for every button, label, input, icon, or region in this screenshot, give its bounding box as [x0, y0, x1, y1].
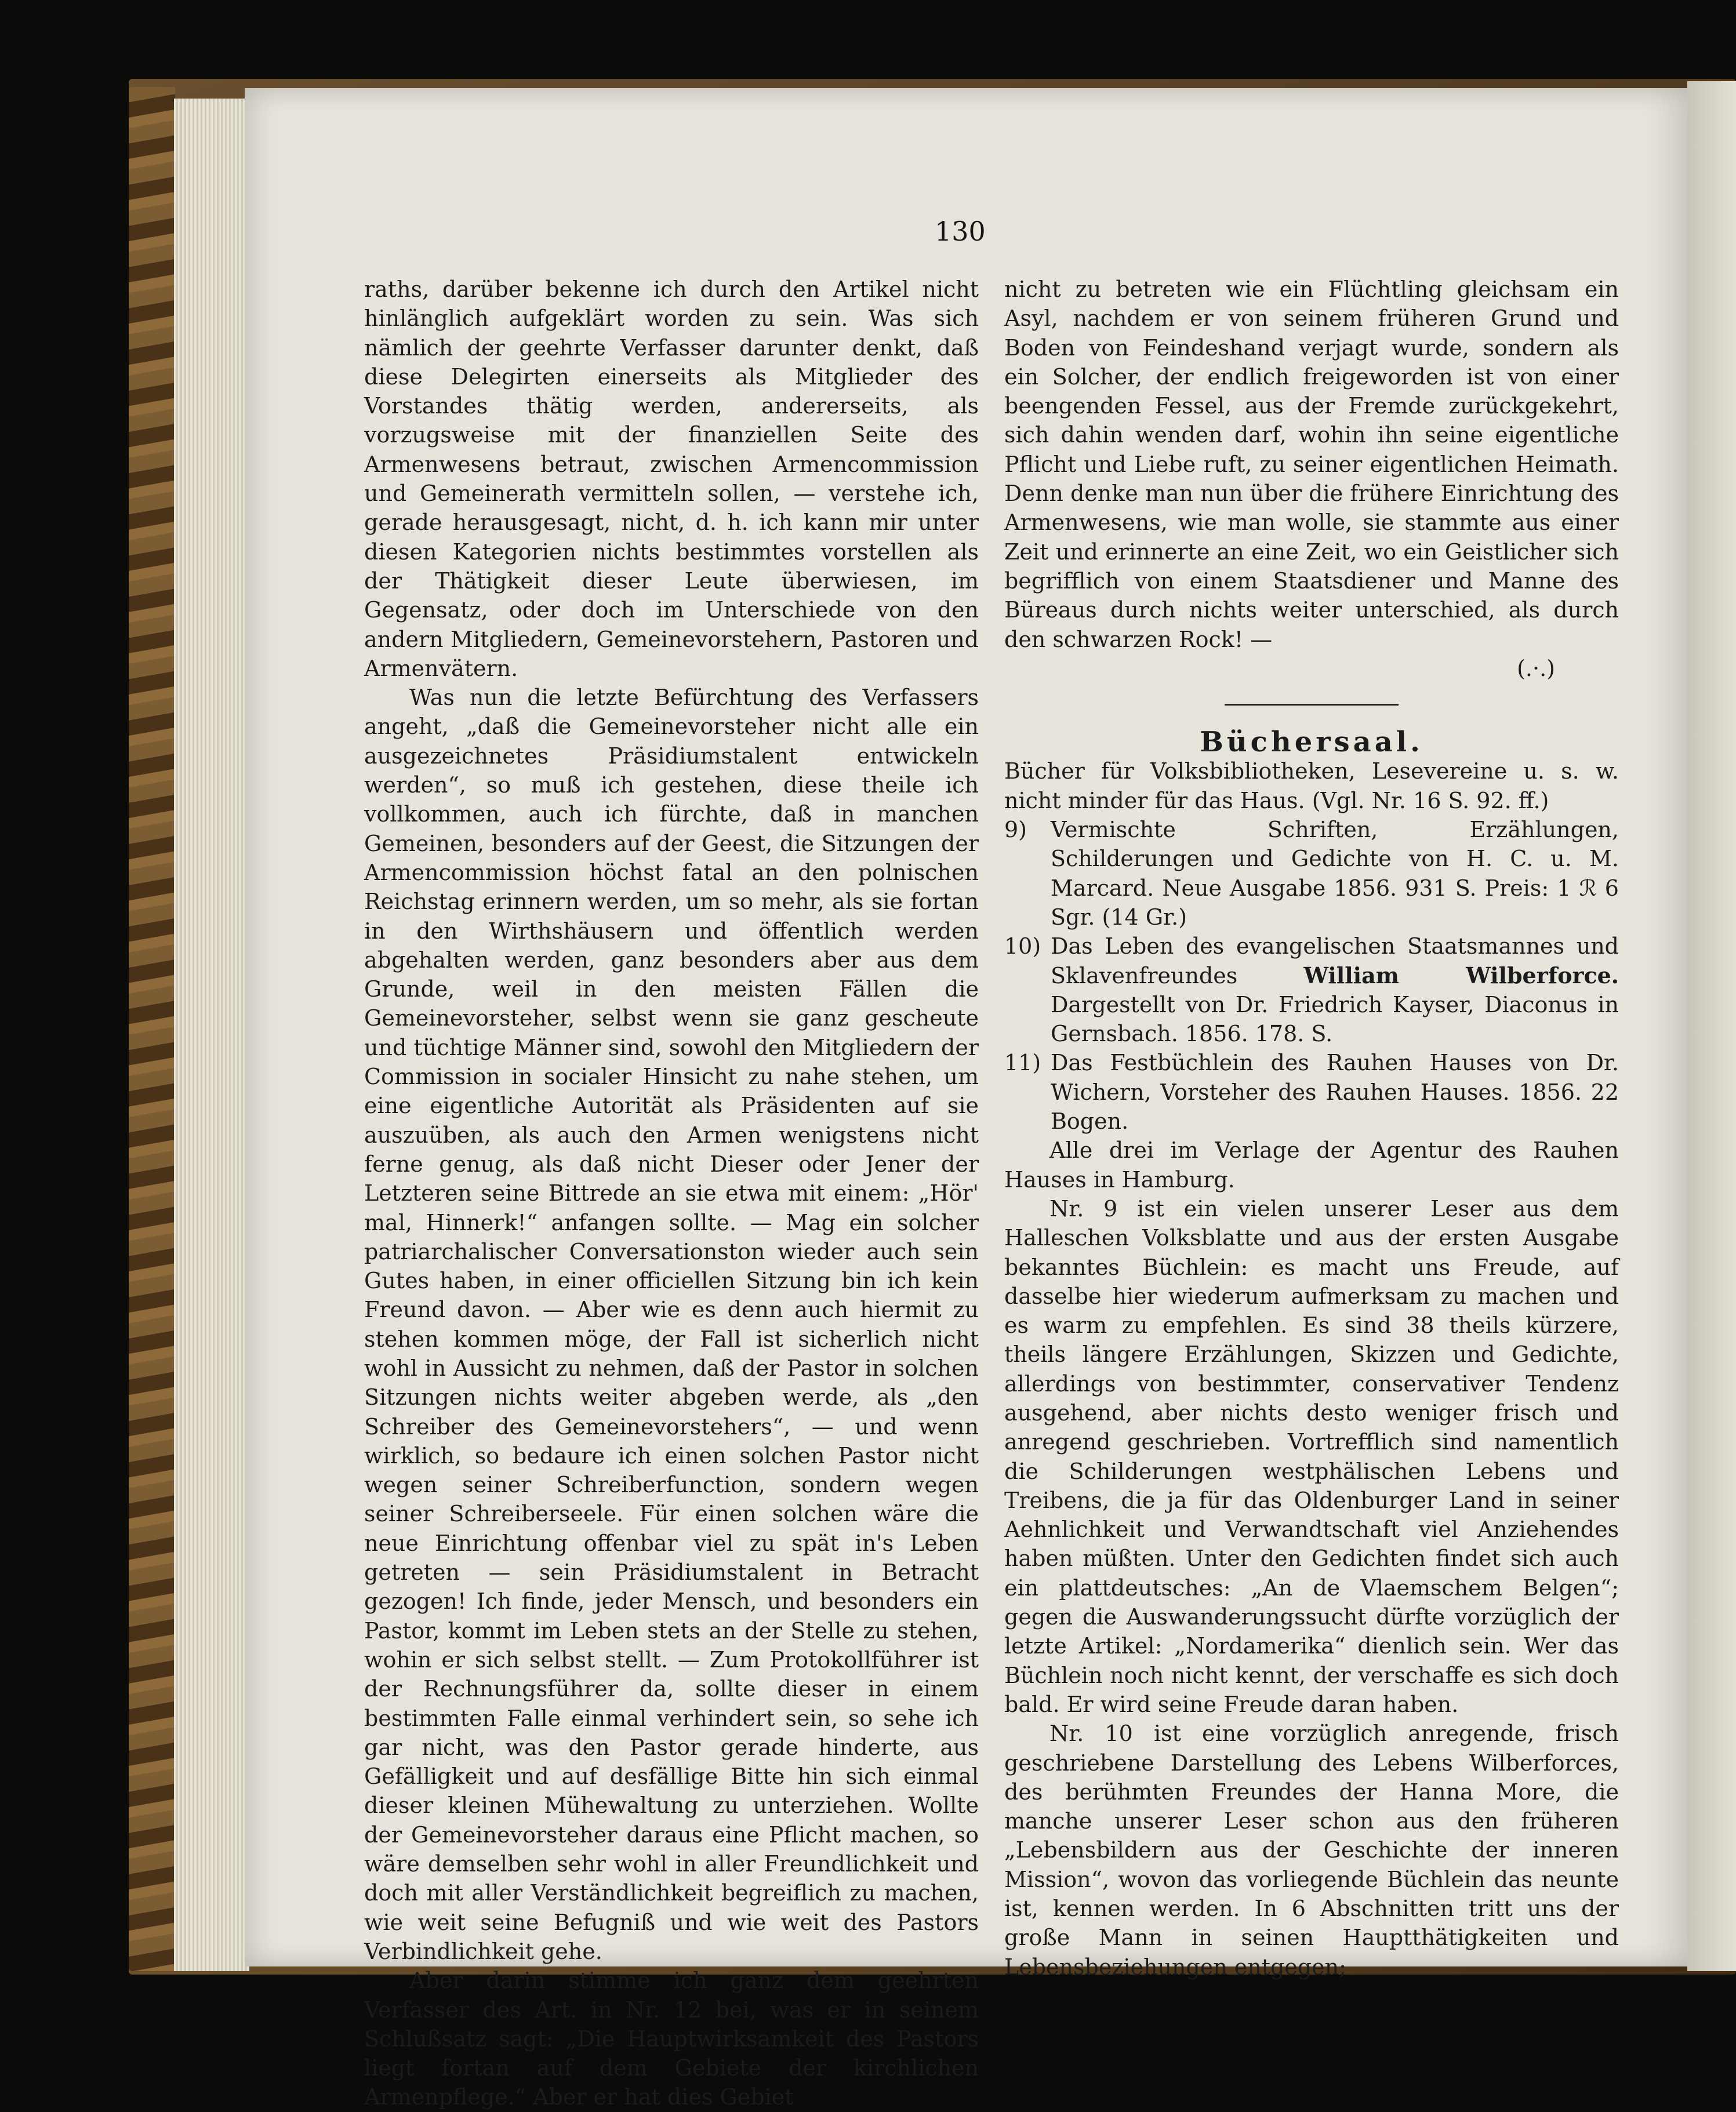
book-list — [1004, 815, 1619, 1136]
left-column — [364, 275, 979, 2110]
book-entry: Das Festbüchlein des Rauhen Hauses von Dr. Wichern, Vorsteher des Rauhen Hauses. 1856. 22 Bogen. — [1051, 1050, 1619, 1135]
section-title: Büchersaal. — [1200, 726, 1423, 759]
left-paragraph-2: Was nun die letzte Befürchtung des Verfassers angeht, „daß die Gemeinevorsteher nicht alle ein ausgezeichnetes Präsidiumstalent entwickeln werden“, so muß ich gestehen, diese theile ich vollkommen, auch ich fürchte, daß in manchen Gemeinen, besonders auf der Geest, die Sitzungen der Armencommission höchst fatal an den polnischen Reichstag erinnern werden, um so mehr, als sie fortan in den Wirthshäusern und öffentlich werden abgehalten werden, ganz besonders aber aus dem Grunde, weil in den meisten Fällen die Gemeinevorsteher, selbst wenn sie ganz gescheute und tüchtige Männer sind, sowohl den Mitgliedern der Commission in socialer Hinsicht zu nahe stehen, um eine eigentliche Autorität als Präsidenten auf sie auszuüben, als auch den Armen wenigstens nicht ferne genug, als daß nicht Dieser oder Jener der Letzteren seine Bittrede an sie etwa mit einem: „Hör' mal, Hinnerk!“ anfangen sollte. — Mag ein solcher patriarchalischer Conversationston wieder auch sein Gutes haben, in einer officiellen Sitzung bin ich kein Freund davon. — Aber wie es denn auch hiermit zu stehen kommen möge, der Fall ist sicherlich nicht wohl in Aussicht zu nehmen, daß der Pastor in solchen Sitzungen nichts weiter abgeben werde, als „den Schreiber des Gemeinevorstehers“, — und wenn wirklich, so bedaure ich einen solchen Pastor nicht wegen seiner Schreiberfunction, sondern wegen seiner Schreiberseele. Für einen solchen wäre die neue Einrichtung offenbar viel zu spät in's Leben getreten — sein Präsidiumstalent in Betracht gezogen! Ich finde, jeder Mensch, und besonders ein Pastor, kommt im Leben stets an der Stelle zu stehen, wohin er sich selbst stellt. — Zum Protokollführer ist der Rechnungsführer da, sollte dieser in einem bestimmten Falle einmal verhindert sein, so sehe ich gar nicht, was den Pastor gerade hinderte, aus Gefälligkeit und auf desfällige Bitte hin sich einmal dieser kleinen Mühewaltung zu unterziehen. Wollte der Gemeinevorsteher daraus eine Pflicht machen, so wäre demselben sehr wohl in aller Freundlichkeit und doch mit aller Verständlichkeit begreiflich zu machen, wie weit seine Befugniß und wie weit des Pastors Verbindlichkeit gehe. — [364, 685, 979, 1964]
right-paragraph-3: Nr. 10 ist eine vorzüglich anregende, frisch geschriebene Darstellung des Lebens Wilberforces, des berühmten Freundes der Hanna More, die manche unserer Leser schon aus den früheren „Lebensbildern aus der Geschichte der inneren Mission“, wovon das vorliegende Büchlein das neunte ist, kennen werden. In 6 Abschnitten tritt uns der große Mann in seinen Hauptthätigkeiten und Lebensbeziehungen entgegen; — [1004, 1721, 1619, 1980]
book-number: 11) — [1004, 1050, 1041, 1076]
section-intro: Bücher für Volksbibliotheken, Lesevereine u. s. w. nicht minder für das Haus. (Vgl. Nr. 16 S. 92. ff.) — [1004, 758, 1619, 813]
book-highlight-name: William Wilberforce. — [1303, 962, 1619, 988]
book-entry-pre: Das Leben des evangelischen Staatsmannes und Sklavenfreundes — [1051, 933, 1619, 988]
right-column — [1004, 275, 1619, 1980]
book-entry: Vermischte Schriften, Erzählungen, Schilderungen und Gedichte von H. C. u. M. Marcard. Neue Ausgabe 1856. 931 S. Preis: 1 ℛ 6 Sgr. (14 Gr.) — [1051, 817, 1619, 930]
left-paragraph-3: Aber darin stimme ich ganz dem geehrten Verfasser des Art. in Nr. 12 bei, was er in seinem Schlußsatz sagt: „Die Hauptwirksamkeit des Pastors liegt fortan auf dem Gebiete der kirchlichen Armenpflege.“ Aber er hat dies Gebiet — [364, 1968, 979, 2110]
section-divider — [1225, 704, 1399, 706]
page-edges — [174, 99, 249, 1971]
right-paragraph-1: Alle drei im Verlage der Agentur des Rauhen Hauses in Hamburg. — [1004, 1137, 1619, 1193]
page-number: 130 — [935, 216, 986, 247]
left-paragraph-1: raths, darüber bekenne ich durch den Artikel nicht hinlänglich aufgeklärt worden zu sein. Was sich nämlich der geehrte Verfasser darunter denkt, daß diese Delegirten einerseits als Mitglieder des Vorstandes thätig werden, andererseits, als vorzugsweise mit der finanziellen Seite des Armenwesens betraut, zwischen Armencommission und Gemeinerath vermitteln sollen, — verstehe ich, gerade herausgesagt, nicht, d. h. ich kann mir unter diesen Kategorien nichts bestimmtes vorstellen als der Thätigkeit dieser Leute überwiesen, im Gegensatz, oder doch im Unterschiede von den andern Mitgliedern, Gemeinevorstehern, Pastoren und Armenvätern. — [364, 277, 979, 681]
facing-page-edge — [1687, 81, 1736, 1971]
book-number: 9) — [1004, 817, 1027, 843]
right-paragraph-2: Nr. 9 ist ein vielen unserer Leser aus dem Halleschen Volksblatte und aus der ersten Ausgabe bekanntes Büchlein: es macht uns Freude, auf dasselbe hier wiederum aufmerksam zu machen und es warm zu empfehlen. Es sind 38 theils kürzere, theils längere Erzählungen, Skizzen und Gedichte, allerdings von bestimmter, conservativer Tendenz ausgehend, aber nichts desto weniger frisch und anregend geschrieben. Vortrefflich sind namentlich die Schilderungen westphälischen Lebens und Treibens, die ja für das Oldenburger Land in seiner Aehnlichkeit und Verwandtschaft viel Anziehendes haben müßten. Unter den Gedichten findet sich auch ein plattdeutsches: „An de Vlaemschem Belgen“; gegen die Auswanderungssucht dürfte vorzüglich der letzte Artikel: „Nordamerika“ dienlich sein. Wer das Büchlein noch nicht kennt, der verschaffe es sich doch bald. Er wird seine Freude daran haben. — [1004, 1195, 1619, 1717]
book-list-item — [1004, 1048, 1619, 1136]
book-entry-post: Dargestellt von Dr. Friedrich Kayser, Diaconus in Gernsbach. 1856. 178. S. — [1051, 991, 1619, 1047]
book-list-item — [1004, 932, 1619, 1048]
author-signature: (.·.) — [1517, 655, 1555, 681]
marbled-cover-edge — [129, 87, 175, 1971]
book-list-item — [1004, 815, 1619, 932]
book-number: 10) — [1004, 933, 1041, 959]
right-intro-paragraph: nicht zu betreten wie ein Flüchtling gleichsam ein Asyl, nachdem er von seinem früheren Grund und Boden von Feindeshand verjagt wurde, sondern als ein Solcher, der endlich freigeworden ist von einer beengenden Fessel, aus der Fremde zurückgekehrt, sich dahin wenden darf, wohin ihn seine eigentliche Pflicht und Liebe ruft, zu seiner eigentlichen Heimath. Denn denke man nun über die frühere Einrichtung des Armenwesens, wie man wolle, sie stammte aus einer Zeit und erinnerte an eine Zeit, wo ein Geistlicher sich begrifflich von einem Staatsdiener und Manne des Büreaus durch nichts weiter unterschied, als durch den schwarzen Rock! — — [1004, 277, 1619, 652]
